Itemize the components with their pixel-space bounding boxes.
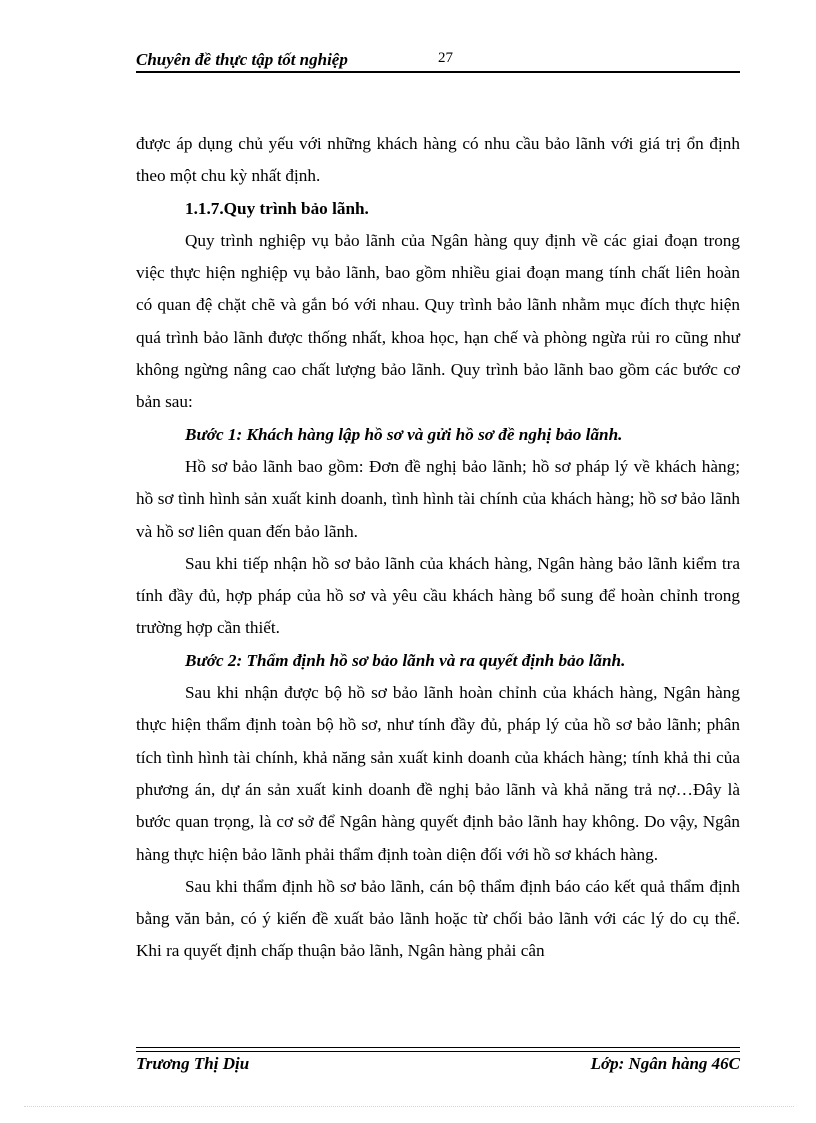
section-heading: 1.1.7.Quy trình bảo lãnh.: [185, 198, 369, 218]
paragraph-decision: Sau khi thẩm định hồ sơ bảo lãnh, cán bộ thẩm định báo cáo kết quả thẩm định bằng văn bản, có ý kiến đề xuất bảo lãnh hoặc từ chối bảo lãnh với các lý do cụ thể. Khi ra quyết định chấp thuận bảo lãnh, Ngân hàng phải cân: [136, 876, 740, 961]
page-header: [136, 48, 740, 72]
paragraph-process-intro: Quy trình nghiệp vụ bảo lãnh của Ngân hàng quy định về các giai đoạn trong việc thực hiện nghiệp vụ bảo lãnh, bao gồm nhiều giai đoạn mang tính chất liên hoàn có quan đệ chặt chẽ và gắn bó với nhau. Quy trình bảo lãnh nhằm mục đích thực hiện quá trình bảo lãnh được thống nhất, khoa học, hạn chế và phòng ngừa rủi ro cũng như không ngừng nâng cao chất lượng bảo lãnh. Quy trình bảo lãnh bao gồm các bước cơ bản sau:: [136, 230, 740, 412]
footer-class: Lớp: Ngân hàng 46C: [590, 1054, 740, 1073]
paragraph-continuation: được áp dụng chủ yếu với những khách hàng có nhu cầu bảo lãnh với giá trị ổn định theo một chu kỳ nhất định.: [136, 134, 740, 186]
page-edge-divider: [24, 1106, 794, 1107]
document-body: [136, 128, 740, 968]
footer-rule-bottom: [136, 1051, 740, 1052]
page-number: 27: [438, 50, 453, 66]
footer-rule-top: [136, 1047, 740, 1048]
header-rule: [136, 71, 740, 73]
step-1-heading: Bước 1: Khách hàng lập hồ sơ và gửi hồ sơ đề nghị bảo lãnh.: [185, 424, 623, 444]
step-2-heading: Bước 2: Thẩm định hồ sơ bảo lãnh và ra quyết định bảo lãnh.: [185, 650, 626, 670]
footer-author: Trương Thị Dịu: [136, 1054, 250, 1073]
paragraph-receipt: Sau khi tiếp nhận hồ sơ bảo lãnh của khách hàng, Ngân hàng bảo lãnh kiểm tra tính đầy đủ, hợp pháp của hồ sơ và yêu cầu khách hàng bổ sung để hoàn chỉnh trong trường hợp cần thiết.: [136, 553, 740, 638]
paragraph-dossier: Hồ sơ bảo lãnh bao gồm: Đơn đề nghị bảo lãnh; hồ sơ pháp lý về khách hàng; hồ sơ tình hình sản xuất kinh doanh, tình hình tài chính của khách hàng; hồ sơ bảo lãnh và hồ sơ liên quan đến bảo lãnh.: [136, 456, 740, 541]
header-title: Chuyên đề thực tập tốt nghiệp: [136, 50, 348, 69]
paragraph-appraisal: Sau khi nhận được bộ hồ sơ bảo lãnh hoàn chỉnh của khách hàng, Ngân hàng thực hiện thẩm định toàn bộ hồ sơ, như tính đầy đủ, pháp lý của hồ sơ bảo lãnh; phân tích tình hình tài chính, khả năng sản xuất kinh doanh của khách hàng; tính khả thi của phương án, dự án sản xuất kinh doanh đề nghị bảo lãnh và khả năng trả nợ…Đây là bước quan trọng, là cơ sở để Ngân hàng quyết định bảo lãnh hay không. Do vậy, Ngân hàng thực hiện bảo lãnh phải thẩm định toàn diện đối với hồ sơ khách hàng.: [136, 683, 740, 864]
